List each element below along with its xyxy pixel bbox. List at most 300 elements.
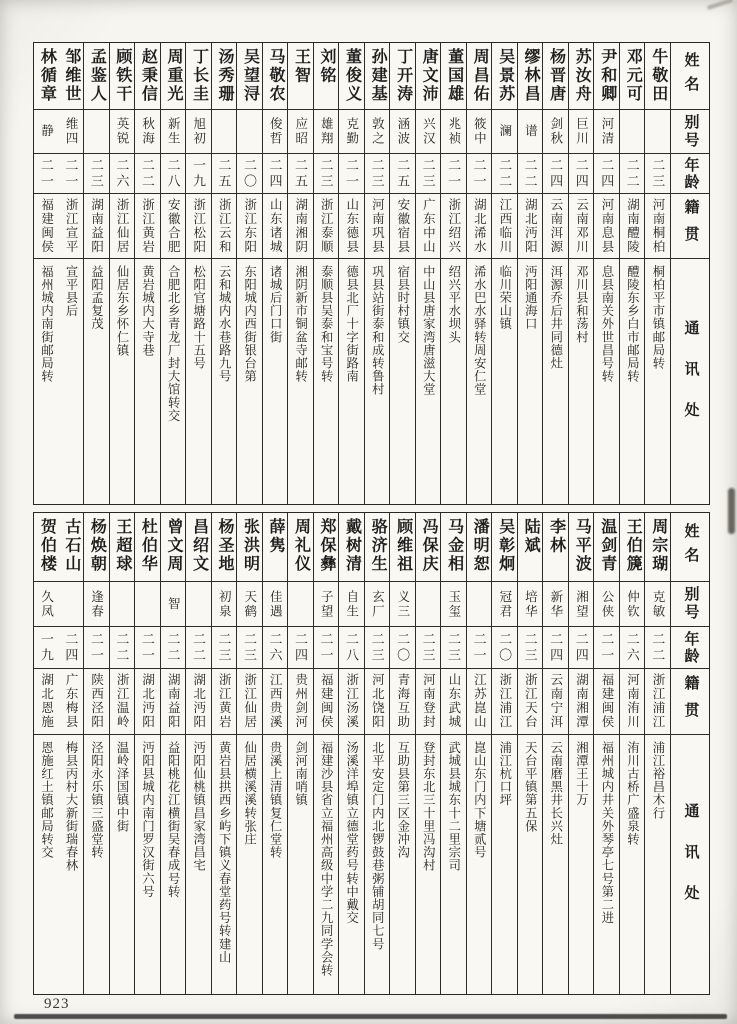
contact-cell [416, 258, 441, 504]
age-cell [212, 626, 237, 668]
native-place-text: 湖北恩施 [39, 673, 54, 729]
alias-text: 克敏 [650, 589, 665, 619]
age-cell [416, 626, 441, 668]
native-place-cell [84, 193, 109, 258]
header-name-label [671, 513, 709, 581]
native-place-cell [441, 193, 466, 258]
alias-text: 仲钦 [625, 589, 640, 619]
header-column [671, 43, 709, 504]
age-text: 二一 [88, 631, 104, 664]
scan-artifact-right [728, 488, 735, 534]
age-text: 二一 [63, 157, 79, 190]
native-place-cell [263, 193, 288, 258]
alias-cell [84, 109, 109, 153]
header-column [671, 513, 709, 994]
contact-cell [365, 734, 390, 994]
contact-cell [620, 734, 645, 994]
person-column [518, 513, 544, 994]
contact-text: 恩施红土镇邮局转交 [39, 741, 54, 859]
person-column [288, 513, 314, 994]
native-place-cell [594, 193, 619, 258]
alias-cell [518, 581, 543, 626]
person-column [339, 513, 365, 994]
alias-text: 应昭 [293, 117, 308, 146]
name-cell [314, 43, 339, 109]
alias-text: 培华 [523, 589, 538, 619]
name-text: 丁长圭 [190, 48, 208, 104]
person-column [186, 43, 212, 504]
header-native-place-label [671, 668, 709, 734]
contact-cell [441, 734, 466, 994]
person-column [645, 43, 671, 504]
directory-table-bottom [33, 512, 710, 995]
native-place-cell [110, 668, 135, 734]
name-cell [135, 43, 160, 109]
name-text: 张洪明 [241, 518, 259, 574]
native-place-text: 山东德县 [344, 198, 359, 254]
native-place-cell [569, 668, 594, 734]
age-text: 二三 [420, 631, 436, 664]
name-cell [543, 43, 568, 109]
contact-text: 桐柏平市镇邮局转 [650, 265, 665, 370]
header-age-text: 年龄 [682, 630, 699, 665]
alias-cell [543, 109, 568, 153]
contact-text: 贵溪上清镇复仁堂转 [268, 741, 283, 859]
header-native-place-text: 籍贯 [682, 674, 699, 729]
person-column [288, 43, 314, 504]
contact-text: 黄岩城内大寺巷 [140, 265, 155, 357]
native-place-cell [518, 193, 543, 258]
contact-cell [59, 258, 84, 504]
native-place-cell [237, 193, 262, 258]
native-place-cell [314, 668, 339, 734]
name-cell [339, 43, 364, 109]
age-cell [441, 153, 466, 193]
native-place-text: 安徽合肥 [166, 198, 181, 254]
name-text: 潘明恕 [471, 518, 489, 574]
contact-text: 武城县城东十二里宗司 [446, 741, 461, 872]
age-text: 二五 [395, 157, 411, 190]
age-text: 二二 [522, 157, 538, 190]
contact-text: 福州城内南街邮局转 [39, 265, 54, 383]
person-column [416, 513, 442, 994]
contact-cell [135, 258, 160, 504]
alias-cell [441, 109, 466, 153]
name-cell [467, 513, 492, 581]
person-column [492, 43, 518, 504]
native-place-text: 浙江绍兴 [446, 198, 461, 254]
age-cell [339, 626, 364, 668]
name-cell [416, 43, 441, 109]
native-place-text: 浙江汤溪 [344, 673, 359, 729]
person-column [543, 43, 569, 504]
native-place-cell [416, 668, 441, 734]
contact-cell [441, 258, 466, 504]
native-place-text: 广东中山 [421, 198, 436, 254]
alias-cell [645, 109, 670, 153]
name-cell [314, 513, 339, 581]
contact-cell [365, 258, 390, 504]
alias-text: 俊哲 [268, 117, 283, 146]
name-text: 马平波 [573, 518, 591, 574]
name-cell [263, 43, 288, 109]
contact-cell [339, 258, 364, 504]
contact-cell [314, 734, 339, 994]
name-text: 周重光 [164, 48, 182, 104]
name-text: 牛敬田 [649, 48, 667, 104]
person-column [263, 43, 289, 504]
alias-text: 智 [166, 596, 181, 612]
age-text: 二五 [293, 157, 309, 190]
native-place-cell [288, 668, 313, 734]
alias-cell [34, 581, 59, 626]
contact-text: 湘阴新市铜盆寺邮转 [293, 265, 308, 383]
person-column [186, 513, 212, 994]
alias-cell [314, 581, 339, 626]
age-cell [186, 153, 211, 193]
native-place-cell [518, 668, 543, 734]
native-place-text: 浙江松阳 [191, 198, 206, 254]
age-text: 二一 [139, 631, 155, 664]
name-cell [441, 513, 466, 581]
age-text: 二六 [114, 157, 130, 190]
alias-text: 冠君 [497, 589, 512, 619]
alias-cell [492, 581, 517, 626]
alias-cell [645, 581, 670, 626]
name-text: 郑保彝 [318, 518, 336, 574]
native-place-cell [212, 193, 237, 258]
contact-cell [390, 258, 415, 504]
person-column [518, 43, 544, 504]
name-cell [59, 513, 84, 581]
native-place-text: 浙江黄岩 [217, 673, 232, 729]
age-cell [594, 626, 619, 668]
contact-text: 宣平县后 [64, 265, 79, 318]
native-place-cell [34, 193, 59, 258]
native-place-text: 浙江仙居 [242, 673, 257, 729]
person-column [365, 43, 391, 504]
age-cell [569, 626, 594, 668]
alias-text: 筱中 [472, 117, 487, 146]
alias-text: 剑秋 [548, 117, 563, 146]
alias-cell [135, 109, 160, 153]
native-place-cell [543, 668, 568, 734]
contact-text: 仙居横溪溪转张庄 [242, 741, 257, 846]
person-column [237, 43, 263, 504]
native-place-cell [645, 193, 670, 258]
name-text: 王超球 [113, 518, 131, 574]
age-cell [110, 153, 135, 193]
alias-text: 玉玺 [446, 589, 461, 619]
age-cell [314, 153, 339, 193]
person-column [161, 513, 187, 994]
contact-cell [212, 258, 237, 504]
age-cell [59, 626, 84, 668]
alias-cell [161, 581, 186, 626]
header-age-label [671, 153, 709, 193]
native-place-text: 河南登封 [421, 673, 436, 729]
age-text: 二二 [497, 157, 513, 190]
person-column [569, 513, 595, 994]
native-place-text: 山东武城 [446, 673, 461, 729]
header-native-place-text: 籍贯 [682, 199, 699, 253]
name-cell [569, 513, 594, 581]
native-place-text: 湖南益阳 [166, 673, 181, 729]
name-text: 董国雄 [445, 48, 463, 104]
alias-cell [186, 109, 211, 153]
age-text: 二六 [267, 631, 283, 664]
alias-text: 义三 [395, 589, 410, 619]
alias-text: 子望 [319, 589, 334, 619]
alias-cell [416, 581, 441, 626]
contact-cell [263, 258, 288, 504]
alias-text: 维四 [64, 117, 79, 146]
person-column [365, 513, 391, 994]
native-place-cell [620, 668, 645, 734]
name-cell [365, 513, 390, 581]
alias-cell [416, 109, 441, 153]
native-place-cell [186, 193, 211, 258]
native-place-cell [161, 668, 186, 734]
age-cell [543, 626, 568, 668]
age-text: 二三 [369, 157, 385, 190]
name-text: 曾文周 [164, 518, 182, 574]
name-cell [645, 513, 670, 581]
alias-cell [314, 109, 339, 153]
alias-text: 涵波 [395, 117, 410, 146]
name-cell [110, 513, 135, 581]
contact-cell [288, 734, 313, 994]
name-text: 董俊义 [343, 48, 361, 104]
name-text: 周礼仪 [292, 518, 310, 574]
name-cell [518, 43, 543, 109]
person-column [441, 43, 467, 504]
age-cell [59, 153, 84, 193]
age-text: 一九 [38, 631, 54, 664]
contact-text: 益阳孟复茂 [89, 265, 104, 331]
person-column [569, 43, 595, 504]
alias-cell [594, 581, 619, 626]
age-text: 二二 [165, 631, 181, 664]
alias-cell [569, 581, 594, 626]
age-cell [288, 153, 313, 193]
name-text: 陆斌 [522, 518, 540, 555]
contact-text: 梅县丙村大新街瑞春林 [64, 741, 79, 872]
age-text: 二〇 [395, 631, 411, 664]
contact-cell [620, 258, 645, 504]
age-text: 二〇 [241, 157, 257, 190]
name-text: 李林 [547, 518, 565, 555]
age-cell [569, 153, 594, 193]
person-column [390, 43, 416, 504]
name-cell [543, 513, 568, 581]
contact-text: 益阳桃花江横街吴春成号转 [166, 741, 181, 899]
age-cell [34, 626, 59, 668]
person-column [594, 513, 620, 994]
age-text: 二二 [650, 631, 666, 664]
contact-cell [543, 734, 568, 994]
name-cell [492, 43, 517, 109]
native-place-text: 河南桐柏 [650, 198, 665, 254]
age-cell [135, 153, 160, 193]
age-cell [416, 153, 441, 193]
person-column [84, 513, 110, 994]
contact-text: 剑河南哨镇 [293, 741, 308, 807]
name-text: 杨圣地 [215, 518, 233, 574]
native-place-cell [365, 668, 390, 734]
alias-text: 天鹤 [242, 589, 257, 619]
age-cell [620, 626, 645, 668]
age-cell [390, 153, 415, 193]
alias-text: 英锐 [115, 117, 130, 146]
person-column [34, 43, 59, 504]
native-place-cell [441, 668, 466, 734]
native-place-text: 浙江黄岩 [140, 198, 155, 254]
name-text: 杨晋唐 [547, 48, 565, 104]
alias-cell [237, 109, 262, 153]
age-cell [492, 153, 517, 193]
native-place-cell [212, 668, 237, 734]
age-text: 二一 [471, 157, 487, 190]
contact-text: 绍兴平水坝头 [446, 265, 461, 344]
name-cell [441, 43, 466, 109]
contact-text: 泾阳永乐镇三盛堂转 [89, 741, 104, 859]
alias-cell [110, 109, 135, 153]
alias-cell [237, 581, 262, 626]
age-cell [467, 153, 492, 193]
contact-cell [594, 734, 619, 994]
age-text: 二三 [369, 631, 385, 664]
native-place-text: 浙江仙居 [115, 198, 130, 254]
native-place-cell [569, 193, 594, 258]
contact-text: 黄岩县拱西乡屿下镇义春堂药号转建山 [217, 741, 232, 964]
native-place-text: 福建闽侯 [39, 198, 54, 254]
contact-cell [390, 734, 415, 994]
contact-cell [416, 734, 441, 994]
native-place-text: 云南宁洱 [548, 673, 563, 729]
native-place-text: 江苏崑山 [472, 673, 487, 729]
name-text: 薛隽 [267, 518, 284, 555]
age-text: 二一 [446, 157, 462, 190]
age-text: 二三 [88, 157, 104, 190]
person-column [110, 513, 136, 994]
native-place-cell [110, 193, 135, 258]
name-text: 顾维祖 [394, 518, 412, 574]
contact-cell [84, 734, 109, 994]
alias-cell [186, 581, 211, 626]
contact-cell [467, 734, 492, 994]
contact-cell [594, 258, 619, 504]
native-place-cell [620, 193, 645, 258]
contact-text: 宿县时村镇交 [395, 265, 410, 344]
age-text: 二三 [446, 631, 462, 664]
native-place-text: 浙江温岭 [115, 673, 130, 729]
name-cell [518, 513, 543, 581]
native-place-text: 山东诸城 [268, 198, 283, 254]
native-place-cell [263, 668, 288, 734]
contact-text: 德县北厂十字街路南 [344, 265, 359, 383]
contact-text: 天台平镇第五保 [523, 741, 538, 833]
contact-text: 登封东北三十里冯沟村 [421, 741, 436, 872]
age-text: 二四 [267, 157, 283, 190]
native-place-cell [59, 668, 84, 734]
contact-cell [34, 734, 59, 994]
contact-text: 北平安定门内北锣鼓巷粥铺胡同七号 [370, 741, 385, 951]
alias-cell [594, 109, 619, 153]
name-text: 昌绍文 [190, 518, 208, 574]
name-cell [135, 513, 160, 581]
age-text: 二六 [624, 631, 640, 664]
name-cell [161, 513, 186, 581]
alias-text: 自生 [344, 589, 359, 619]
name-text: 马金相 [445, 518, 463, 574]
native-place-cell [594, 668, 619, 734]
name-cell [390, 513, 415, 581]
name-text: 骆济生 [369, 518, 387, 574]
person-column [467, 43, 493, 504]
native-place-cell [288, 193, 313, 258]
native-place-text: 湖南湘潭 [574, 673, 589, 729]
contact-cell [645, 734, 670, 994]
name-text: 汤秀珊 [215, 48, 233, 104]
name-text: 孙建基 [369, 48, 387, 104]
contact-text: 福建沙县省立福州高级中学二九同学会转 [319, 741, 334, 977]
person-column [314, 43, 340, 504]
age-cell [161, 153, 186, 193]
age-cell [645, 626, 670, 668]
native-place-text: 湖南醴陵 [625, 198, 640, 254]
native-place-text: 浙江东阳 [242, 198, 257, 254]
name-cell [212, 43, 237, 109]
age-text: 二五 [216, 157, 232, 190]
person-column [110, 43, 136, 504]
name-text: 顾铁干 [113, 48, 131, 104]
alias-cell [263, 581, 288, 626]
name-cell [84, 43, 109, 109]
header-contact-text: 通讯处 [682, 803, 699, 926]
person-column [594, 43, 620, 504]
contact-cell [314, 258, 339, 504]
contact-text: 泰顺县吴泰和宝号转 [319, 265, 334, 383]
name-cell [161, 43, 186, 109]
person-column [84, 43, 110, 504]
contact-cell [135, 734, 160, 994]
contact-text: 云南磨黑井长兴灶 [548, 741, 563, 846]
name-cell [569, 43, 594, 109]
name-text: 王智 [292, 48, 310, 85]
name-text: 古石山 [62, 518, 80, 574]
native-place-cell [339, 193, 364, 258]
native-place-text: 浙江云和 [217, 198, 232, 254]
alias-text: 公侠 [599, 589, 614, 619]
native-place-text: 湖北沔阳 [140, 673, 155, 729]
age-text: 二一 [599, 631, 615, 664]
age-text: 二四 [573, 631, 589, 664]
contact-cell [34, 258, 59, 504]
contact-text: 松阳官塘路十五号 [191, 265, 206, 370]
alias-cell [467, 109, 492, 153]
age-cell [645, 153, 670, 193]
name-cell [59, 43, 84, 109]
contact-text: 福州城内井关外琴亭七号第二进 [599, 741, 614, 925]
native-place-cell [467, 668, 492, 734]
native-place-text: 河南洧川 [625, 673, 640, 729]
age-cell [263, 153, 288, 193]
name-cell [84, 513, 109, 581]
alias-cell [288, 109, 313, 153]
header-age-text: 年龄 [682, 156, 699, 191]
name-text: 戴树清 [343, 518, 361, 574]
